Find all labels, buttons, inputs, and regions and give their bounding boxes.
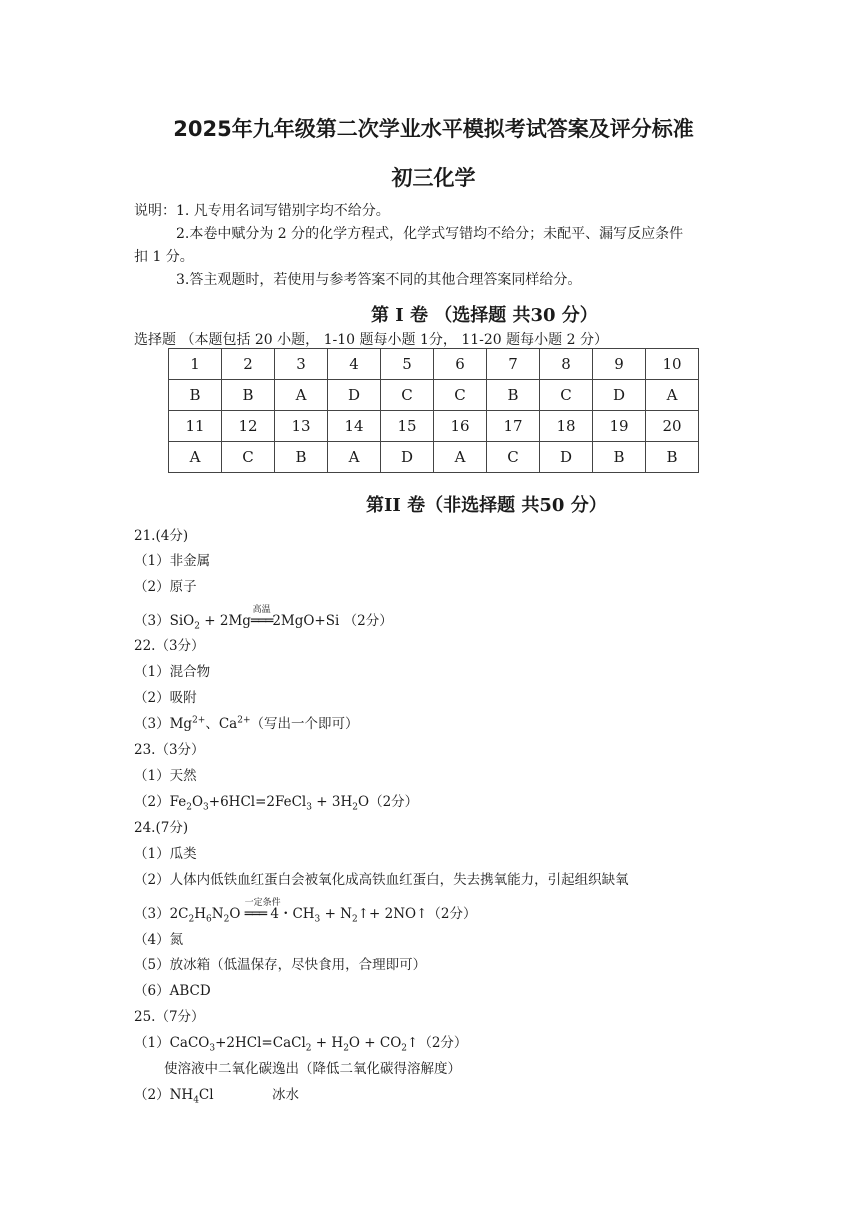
q25-head: 25.（7分） — [134, 1009, 205, 1025]
q25-a2: $(2)NH_4Cl$ — [134, 1087, 214, 1106]
q21-a1: （1）非金属 — [134, 553, 211, 569]
answer-table-row — [169, 349, 699, 380]
answer-table-cell: B — [275, 442, 328, 473]
answer-table-cell: B — [593, 442, 646, 473]
answer-table-cell: A — [646, 380, 699, 411]
answer-table-cell: C — [434, 380, 487, 411]
q24-a3: $(3)2C_2H_6N_2O$ 一定条件 ═══ 4・$CH_3$ + $N_2↑+$ 2NO↑（2分） — [134, 902, 477, 925]
answer-table-cell: 12 — [222, 411, 275, 442]
q23-a2: $(2)Fe_2O_3+6HCl=2FeCl_3 + 3H_2O(2$分） — [134, 794, 419, 813]
q24-a1: （1）瓜类 — [134, 846, 197, 862]
note-2b: 扣 1 分。 — [134, 249, 194, 265]
answer-table-cell: 19 — [593, 411, 646, 442]
answer-table-cell: 10 — [646, 349, 699, 380]
answer-table-cell: B — [169, 380, 222, 411]
q22-a2: （2）吸附 — [134, 690, 197, 706]
q22-head: 22.（3分） — [134, 638, 205, 654]
q24-a5: （5）放冰箱（低温保存，尽快食用，合理即可） — [134, 957, 427, 973]
answer-table-cell: D — [540, 442, 593, 473]
answer-table-cell: D — [593, 380, 646, 411]
page-subtitle: 初三化学 — [391, 166, 476, 190]
answer-table-cell: 20 — [646, 411, 699, 442]
q23-head: 23.（3分） — [134, 742, 205, 758]
answer-table-cell: C — [222, 442, 275, 473]
answer-table-cell: A — [328, 442, 381, 473]
q25-a1-b: 使溶液中二氧化碳逸出（降低二氧化碳得溶解度） — [164, 1061, 461, 1077]
answer-table-cell: 16 — [434, 411, 487, 442]
q25-a1: （1）CaCO$_3$+2HCl=CaCl$_2$ + $H_2O$ + $CO_2↑(2$分） — [134, 1035, 468, 1054]
answer-table-cell: 17 — [487, 411, 540, 442]
answer-table-cell: A — [169, 442, 222, 473]
answer-table-cell: 9 — [593, 349, 646, 380]
q24-head: 24.(7分) — [134, 820, 189, 836]
q22-a1: （1）混合物 — [134, 664, 211, 680]
answer-table-cell: C — [381, 380, 434, 411]
q24-a2: （2）人体内低铁血红蛋白会被氧化成高铁血红蛋白，失去携氧能力，引起组织缺氧 — [134, 872, 629, 888]
q21-a2: （2）原子 — [134, 579, 197, 595]
reaction-condition: 高温 — [252, 605, 271, 615]
answer-table-row — [169, 442, 699, 473]
answer-table-cell: 13 — [275, 411, 328, 442]
note-3: 3.答主观题时，若使用与参考答案不同的其他合理答案同样给分。 — [176, 272, 582, 288]
answer-table-row — [169, 380, 699, 411]
answer-table-cell: 1 — [169, 349, 222, 380]
answer-table-cell: D — [381, 442, 434, 473]
answer-table-cell: 3 — [275, 349, 328, 380]
answer-table-cell: 7 — [487, 349, 540, 380]
q21-head: 21.(4分) — [134, 528, 189, 544]
answer-table-cell: 18 — [540, 411, 593, 442]
q25-a2-b: 冰水 — [272, 1087, 299, 1103]
answer-table-cell: B — [646, 442, 699, 473]
reaction-condition: 一定条件 — [244, 898, 281, 908]
part1-desc: 选择题 （本题包括 20 小题， 1-10 题每小题 1分， 11-20 题每小题 2 分） — [134, 332, 608, 348]
answer-table-cell: 5 — [381, 349, 434, 380]
answer-table-cell: 6 — [434, 349, 487, 380]
q23-a1: （1）天然 — [134, 768, 197, 784]
answer-table-cell: 4 — [328, 349, 381, 380]
answer-table-cell: D — [328, 380, 381, 411]
q22-a3: $(3)Mg^{2+}$、$Ca^{2+}$（写出一个即可） — [134, 715, 359, 732]
page-title: 2025年九年级第二次学业水平模拟考试答案及评分标准 — [173, 117, 694, 141]
note-2a: 2.本卷中赋分为 2 分的化学方程式，化学式写错均不给分；未配平、漏写反应条件 — [176, 226, 684, 242]
answer-table-cell: 15 — [381, 411, 434, 442]
answer-table-cell: C — [540, 380, 593, 411]
answer-table-cell: C — [487, 442, 540, 473]
answer-table-cell: 8 — [540, 349, 593, 380]
answer-table-cell: B — [222, 380, 275, 411]
answer-table-row — [169, 411, 699, 442]
q24-a4: （4）氮 — [134, 932, 184, 948]
answer-table — [168, 348, 699, 473]
part1-heading: 第 I 卷 （选择题 共30 分） — [371, 305, 598, 326]
part2-heading: 第II 卷（非选择题 共50 分） — [366, 495, 607, 516]
answer-table-cell: 14 — [328, 411, 381, 442]
note-1: 说明：1. 凡专用名词写错别字均不给分。 — [134, 203, 390, 219]
answer-table-cell: 11 — [169, 411, 222, 442]
answer-table-cell: 2 — [222, 349, 275, 380]
q24-a6: （6）ABCD — [134, 983, 211, 999]
q21-a3: （3）SiO$_2$ + 2Mg 高温 ═══2MgO+Si （2分） — [134, 609, 393, 632]
answer-table-cell: A — [275, 380, 328, 411]
answer-table-cell: A — [434, 442, 487, 473]
answer-table-cell: B — [487, 380, 540, 411]
